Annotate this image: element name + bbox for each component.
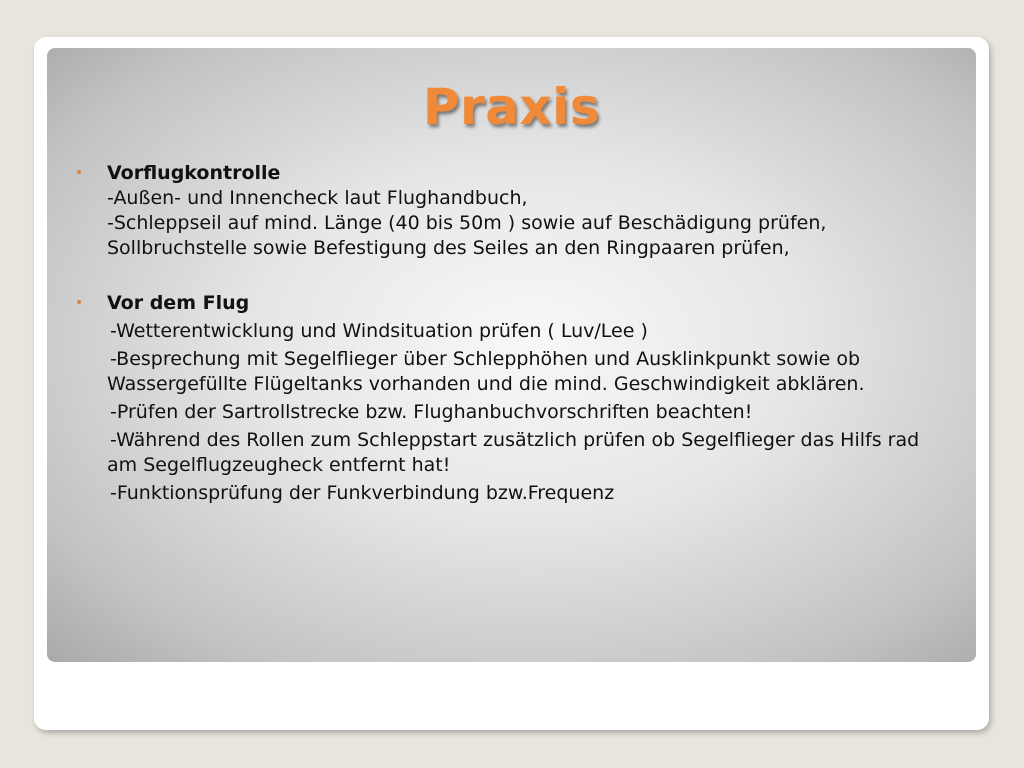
section-vor-dem-flug [75,291,947,506]
section-vorflugkontrolle [75,161,947,261]
section-line: -Besprechung mit Segelflieger über Schlepphöhen und Ausklinkpunkt sowie ob Wassergefüllte Flügeltanks vorhanden und die mind. Geschwindigkeit abklären. [107,348,865,395]
bullet-icon: • [75,295,84,311]
section-line: -Schleppseil auf mind. Länge (40 bis 50m ) sowie auf Beschädigung prüfen, Sollbruchstelle sowie Befestigung des Seiles an den Ringpaaren prüfen, [107,212,827,259]
section-line: -Außen- und Innencheck laut Flughandbuch, [107,187,528,209]
section-line: -Funktionsprüfung der Funkverbindung bzw.Frequenz [110,482,615,504]
section-heading: Vorflugkontrolle [107,162,281,184]
slide-title: Praxis [422,78,601,136]
section-line: -Während des Rollen zum Schleppstart zusätzlich prüfen ob Segelflieger das Hilfs rad am Segelflugzeugheck entfernt hat! [107,429,920,476]
section-heading: Vor dem Flug [107,292,250,314]
section-line: -Wetterentwicklung und Windsituation prüfen ( Luv/Lee ) [110,320,648,342]
slide-panel [47,48,976,662]
slide-content [47,161,976,506]
section-line: -Prüfen der Sartrollstrecke bzw. Flughanbuchvorschriften beachten! [110,401,753,423]
bullet-icon: • [75,165,84,181]
